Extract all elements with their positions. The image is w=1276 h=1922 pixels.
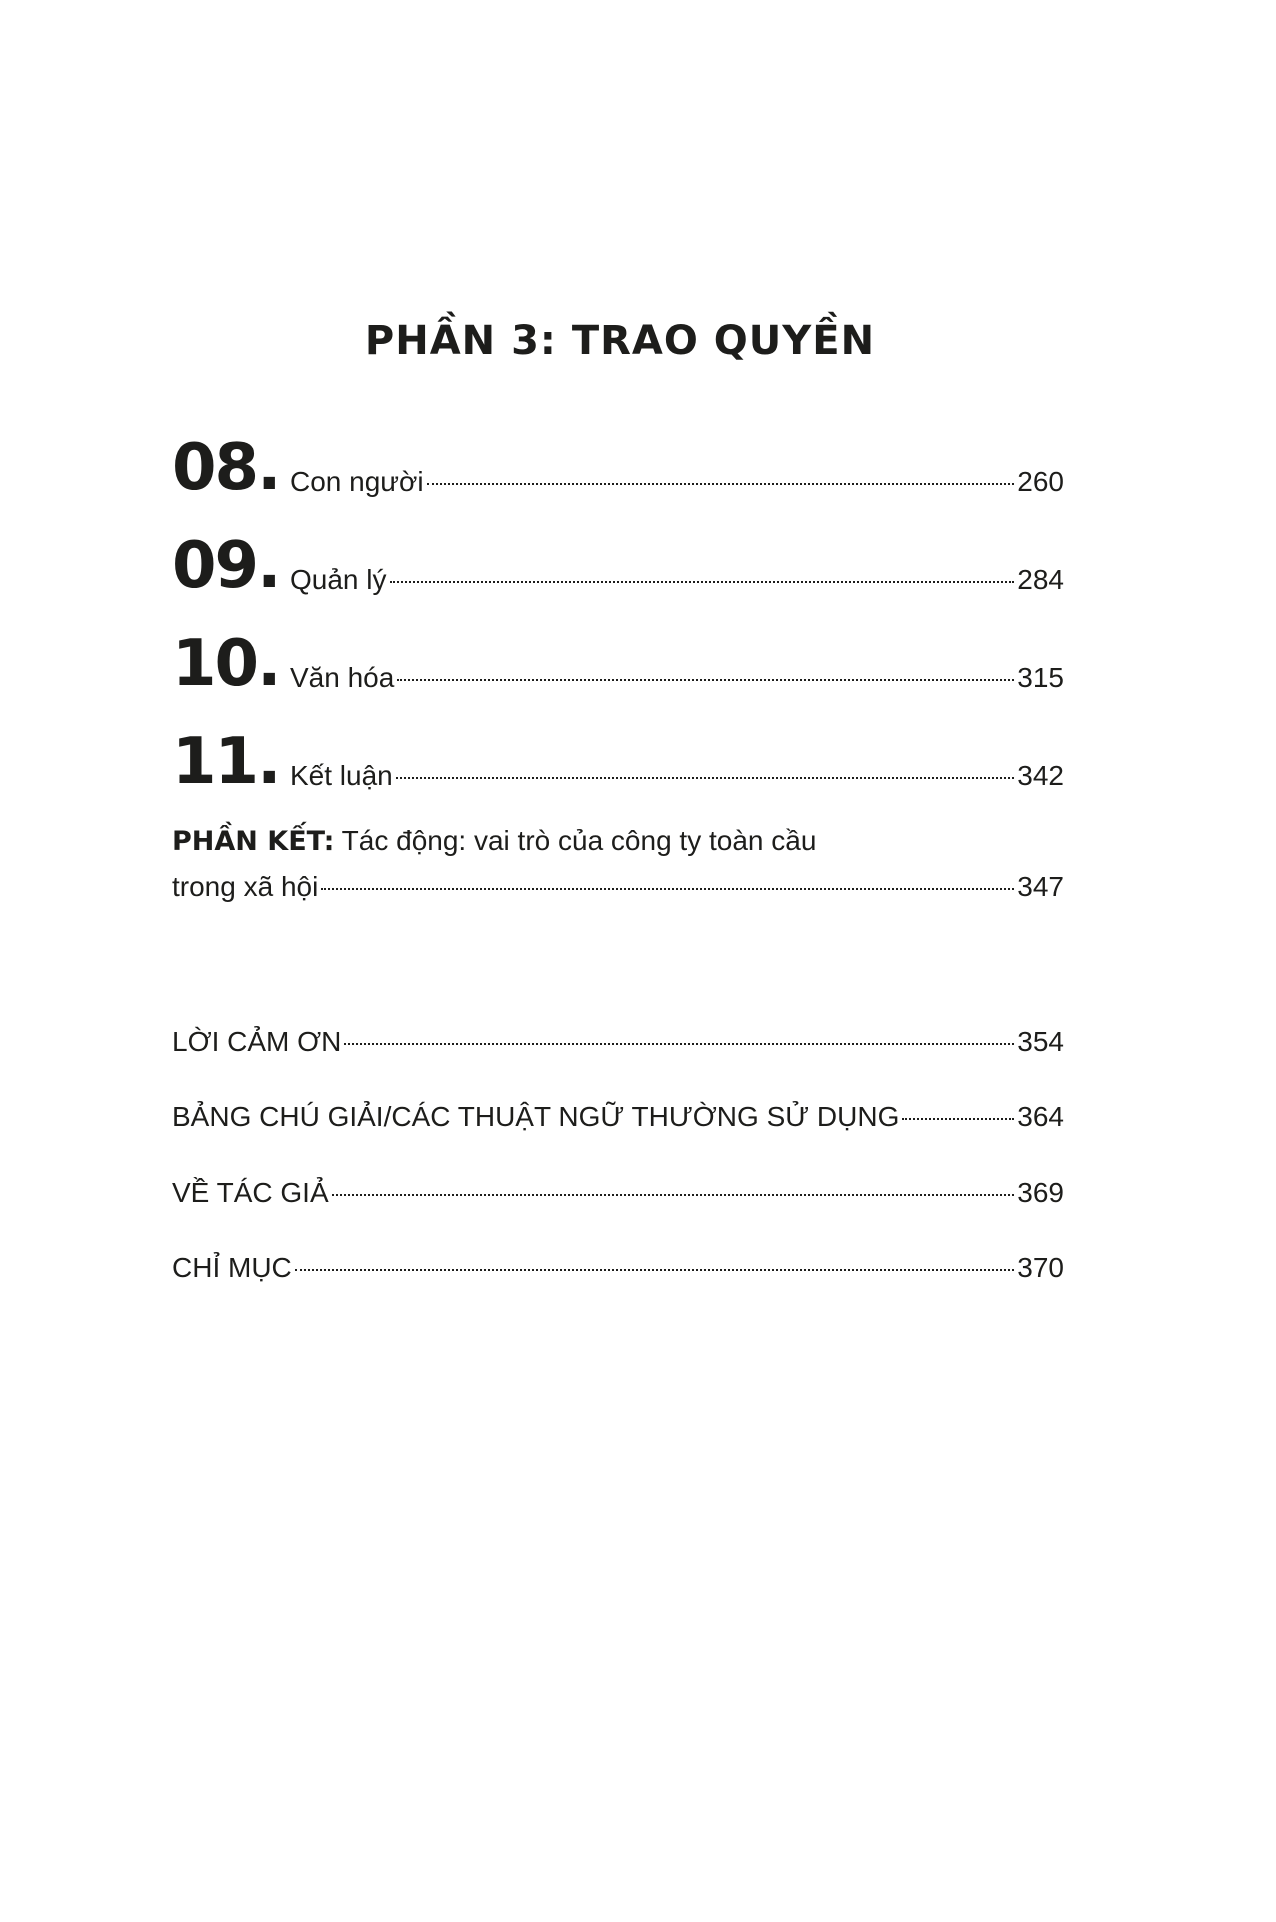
back-matter-title: LỜI CẢM ƠN: [172, 1026, 342, 1057]
chapter-page-number: 315: [1017, 662, 1064, 693]
chapter-toc-line: [290, 662, 1064, 694]
chapter-page-number: 284: [1017, 564, 1064, 595]
chapter-entry-08[interactable]: [172, 420, 1064, 505]
chapter-title: Quản lý: [290, 564, 387, 595]
back-matter-title: BẢNG CHÚ GIẢI/CÁC THUẬT NGỮ THƯỜNG SỬ DỤNG: [172, 1101, 900, 1132]
closing-title-line2: trong xã hội: [172, 871, 319, 902]
chapter-title: Con người: [290, 466, 424, 497]
chapter-page-number: 260: [1017, 466, 1064, 497]
chapter-toc-line: [290, 564, 1064, 596]
back-matter-entry-index[interactable]: [172, 1252, 1064, 1284]
dot-leader: [390, 581, 1015, 583]
back-matter-page-number: 370: [1017, 1252, 1064, 1283]
dot-leader: [902, 1118, 1014, 1120]
back-matter-toc-line: [172, 1101, 1064, 1133]
dot-leader: [397, 679, 1014, 681]
back-matter-entry-about-author[interactable]: [172, 1177, 1064, 1209]
back-matter-toc-line: [172, 1177, 1064, 1209]
back-matter-title: VỀ TÁC GIẢ: [172, 1177, 329, 1208]
back-matter-entry-acknowledgements[interactable]: [172, 1026, 1064, 1058]
chapter-toc-line: [290, 760, 1064, 792]
closing-label: PHẦN KẾT:: [172, 826, 335, 857]
dot-leader: [295, 1269, 1015, 1271]
part-title: PHẦN 3: TRAO QUYỀN: [364, 318, 876, 364]
dot-leader: [427, 483, 1015, 485]
back-matter-title: CHỈ MỤC: [172, 1252, 292, 1283]
chapter-number: 11.: [172, 725, 280, 799]
closing-first-line: [172, 825, 1064, 857]
closing-page-number: 347: [1017, 871, 1064, 902]
dot-leader: [396, 777, 1015, 779]
closing-entry[interactable]: [172, 825, 1064, 903]
dot-leader: [332, 1194, 1015, 1196]
back-matter-entry-glossary[interactable]: [172, 1101, 1064, 1133]
back-matter-toc-line: [172, 1252, 1064, 1284]
dot-leader: [321, 888, 1014, 890]
back-matter-page-number: 354: [1017, 1026, 1064, 1057]
chapter-entry-10[interactable]: [172, 616, 1064, 701]
chapter-number: 09.: [172, 529, 280, 603]
back-matter-page-number: 364: [1017, 1101, 1064, 1132]
chapter-number: 08.: [172, 431, 280, 505]
back-matter-toc-line: [172, 1026, 1064, 1058]
chapter-entry-09[interactable]: [172, 518, 1064, 603]
dot-leader: [344, 1043, 1014, 1045]
closing-toc-line: [172, 871, 1064, 903]
chapter-entry-11[interactable]: [172, 714, 1064, 799]
back-matter-page-number: 369: [1017, 1177, 1064, 1208]
chapter-title: Văn hóa: [290, 662, 395, 693]
chapter-title: Kết luận: [290, 760, 393, 791]
closing-title-line1: Tác động: vai trò của công ty toàn cầu: [341, 825, 817, 856]
chapter-page-number: 342: [1017, 760, 1064, 791]
chapter-toc-line: [290, 466, 1064, 498]
chapter-number: 10.: [172, 627, 280, 701]
